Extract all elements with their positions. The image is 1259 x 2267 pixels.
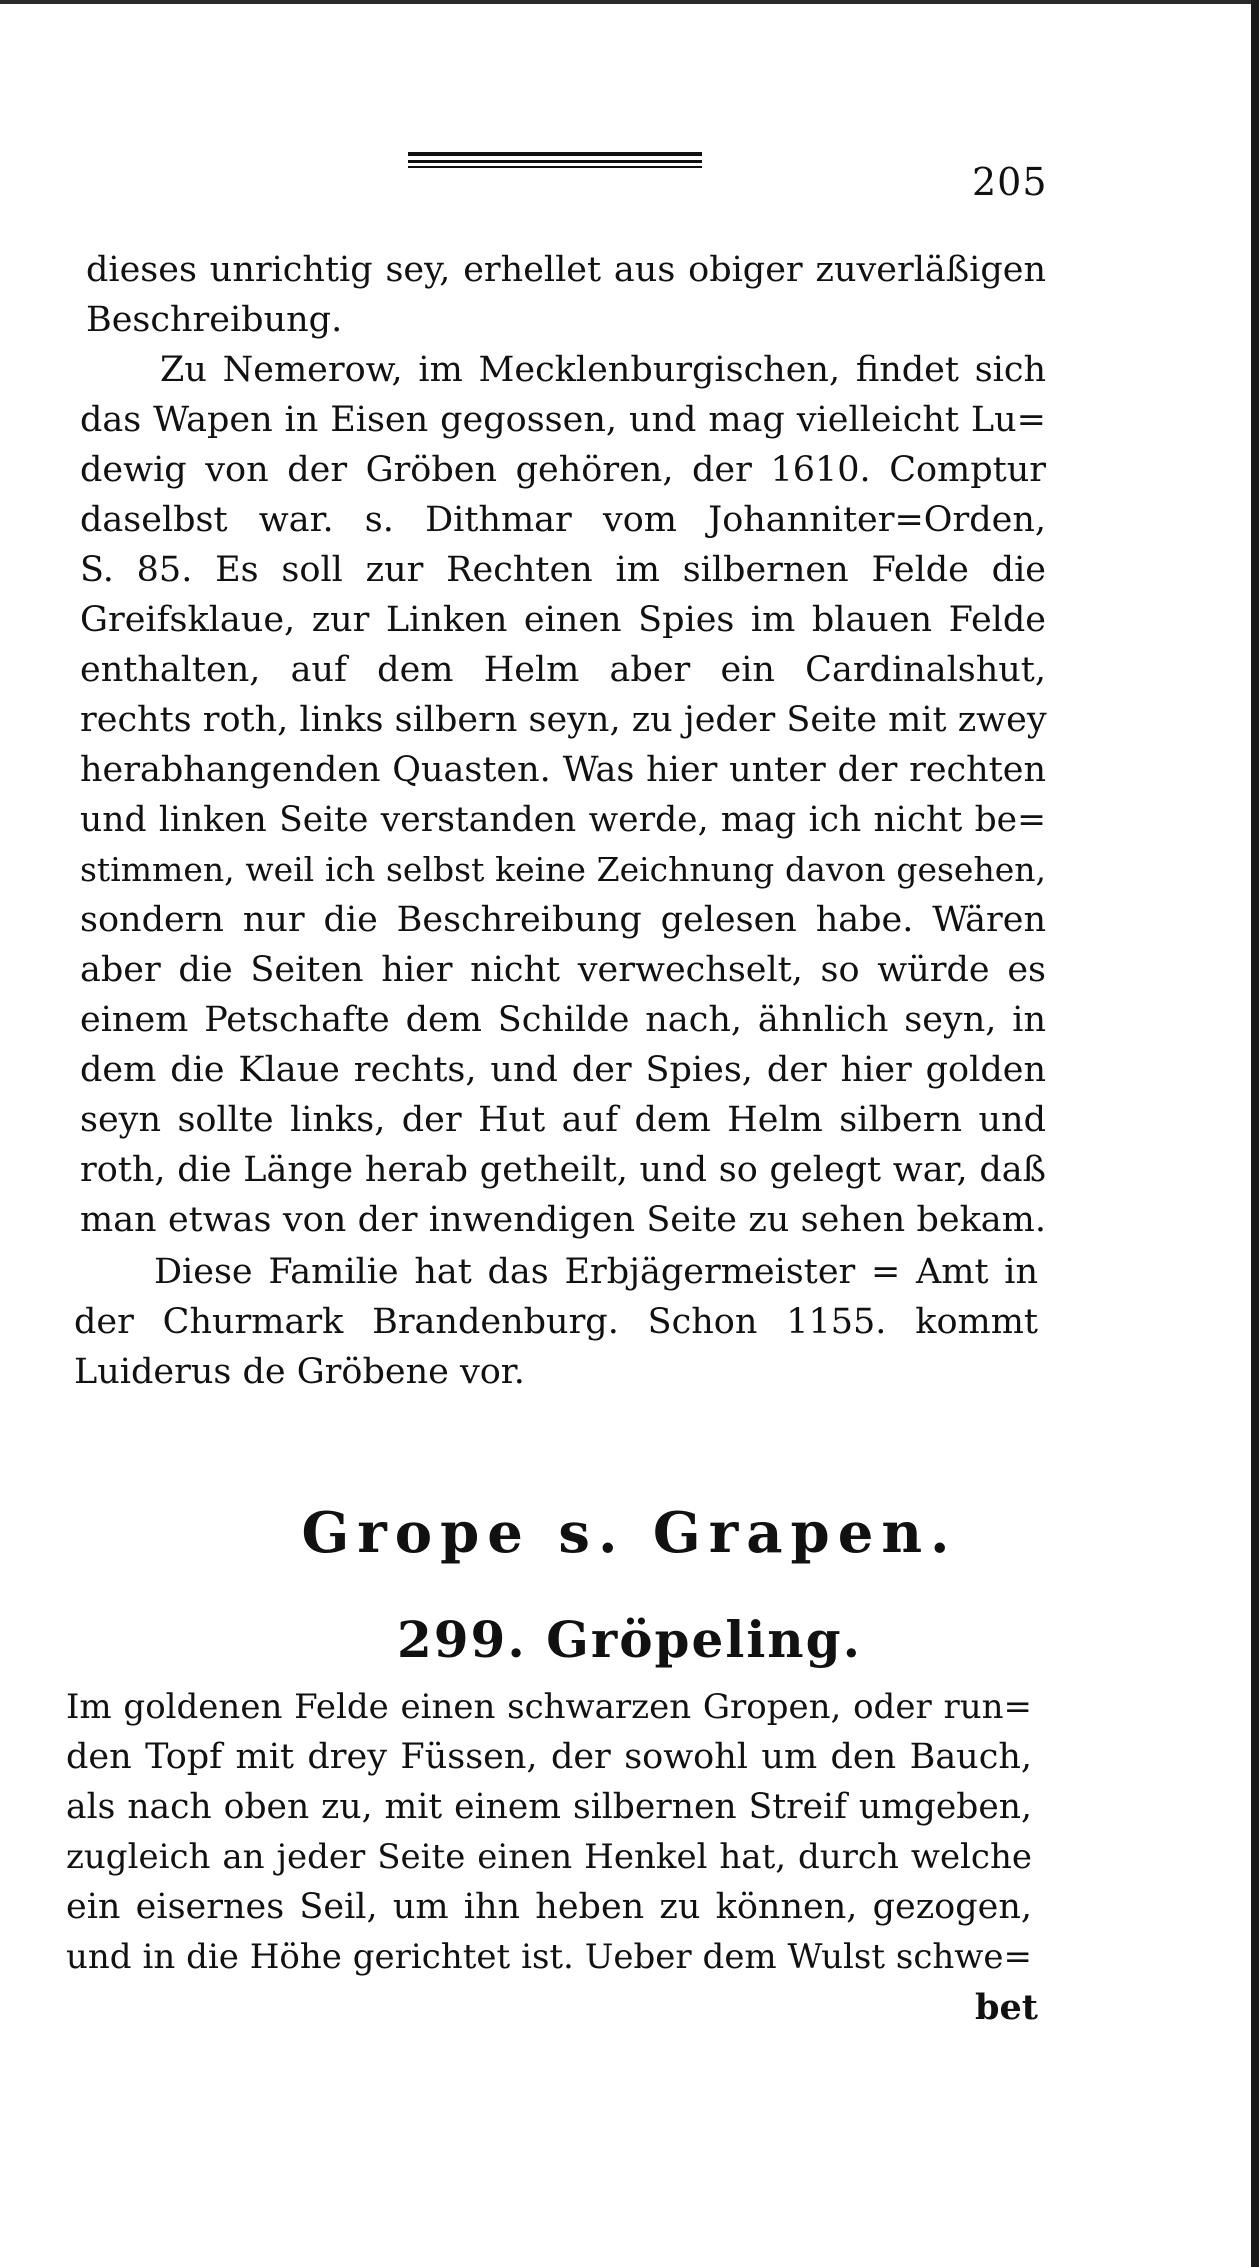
paragraph-nemerow [80,345,1046,1245]
scan-top-edge [0,0,1259,4]
text-line: dewig von der Gröben gehören, der 1610. Comptur [80,450,1046,490]
text-line: herabhangenden Quasten. Was hier unter der rechten [80,750,1046,790]
paragraph-family [74,1247,1038,1397]
catchword: bet [975,1987,1038,2028]
text-line: enthalten, auf dem Helm aber ein Cardinalshut, [80,650,1046,690]
paragraph-continued [86,245,1046,345]
text-line: roth, die Länge herab getheilt, und so gelegt war, daß [80,1150,1046,1190]
text-line: und in die Höhe gerichtet ist. Ueber dem Wulst schwe= [66,1937,1032,1977]
text-line: man etwas von der inwendigen Seite zu sehen bekam. [80,1200,1046,1240]
text-line: Greifsklaue, zur Linken einen Spies im blauen Felde [80,600,1046,640]
text-line: ein eisernes Seil, um ihn heben zu können, gezogen, [66,1887,1032,1927]
text-line: daselbst war. s. Dithmar vom Johanniter=Orden, [80,500,1046,540]
entry-heading-groepeling: 299. Gröpeling. [396,1610,863,1669]
header-rule [408,152,702,156]
scan-right-edge [1251,0,1259,2267]
text-line: Beschreibung. [86,300,343,340]
text-line: rechts roth, links silbern seyn, zu jeder Seite mit zwey [80,700,1047,740]
text-line: sondern nur die Beschreibung gelesen habe. Wären [80,900,1046,940]
text-line: den Topf mit drey Füssen, der sowohl um den Bauch, [66,1737,1032,1777]
section-heading-grope: Grope s. Grapen. [301,1500,958,1566]
header-rule [408,160,702,163]
text-line: aber die Seiten hier nicht verwechselt, so würde es [80,950,1046,990]
page-number: 205 [972,160,1048,204]
text-line: Im goldenen Felde einen schwarzen Gropen, oder run= [66,1687,1032,1727]
text-line: Diese Familie hat das Erbjägermeister = Amt in [154,1252,1038,1292]
text-line: dem die Klaue rechts, und der Spies, der hier golden [80,1050,1046,1090]
text-line: und linken Seite verstanden werde, mag ich nicht be= [80,800,1046,840]
text-line: dieses unrichtig sey, erhellet aus obiger zuverläßigen [86,250,1046,290]
text-line: das Wapen in Eisen gegossen, und mag vielleicht Lu= [80,400,1046,440]
text-line: Luiderus de Gröbene vor. [74,1352,525,1392]
text-line: Zu Nemerow, im Mecklenburgischen, findet sich [160,350,1046,390]
text-line: der Churmark Brandenburg. Schon 1155. kommt [74,1302,1038,1342]
text-line: als nach oben zu, mit einem silbernen Streif umgeben, [66,1787,1032,1827]
text-line: stimmen, weil ich selbst keine Zeichnung davon gesehen, [80,850,1046,889]
text-line: einem Petschafte dem Schilde nach, ähnlich seyn, in [80,1000,1046,1040]
header-rule [408,166,702,168]
text-line: zugleich an jeder Seite einen Henkel hat, durch welche [66,1837,1032,1877]
paragraph-groepeling [66,1682,1032,1982]
text-line: seyn sollte links, der Hut auf dem Helm silbern und [80,1100,1046,1140]
text-line: S. 85. Es soll zur Rechten im silbernen Felde die [80,550,1046,590]
